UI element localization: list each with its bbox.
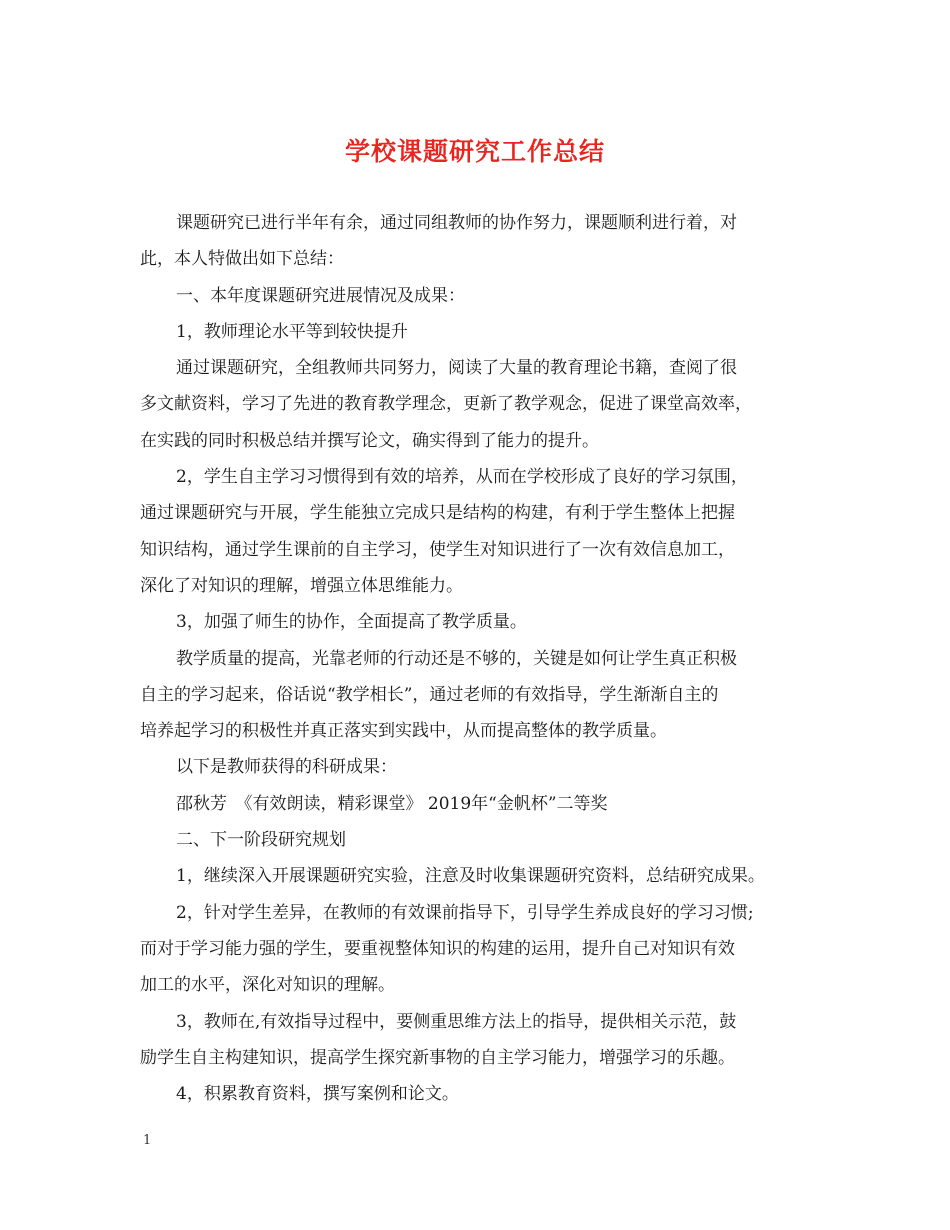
text-line: 培养起学习的积极性并真正落实到实践中，从而提高整体的教学质量。: [140, 721, 667, 742]
text-line: 2，针对学生差异，在教师的有效课前指导下，引导学生养成良好的学习习惯;: [176, 902, 754, 923]
text-line: 加工的水平，深化对知识的理解。: [140, 975, 395, 996]
text-line: 自主的学习起来，俗话说“教学相长”，通过老师的有效指导，学生渐渐自主的: [140, 684, 719, 705]
text-line: 2，学生自主学习习惯得到有效的培养，从而在学校形成了良好的学习氛围，: [176, 467, 748, 488]
text-line: 在实践的同时积极总结并撰写论文，确实得到了能力的提升。: [140, 430, 599, 451]
text-line: 3，加强了师生的协作，全面提高了教学质量。: [176, 612, 527, 633]
text-line: 教学质量的提高，光靠老师的行动还是不够的，关键是如何让学生真正积极: [176, 648, 737, 669]
text-line: 邵秋芳 《有效朗读，精彩课堂》 2019年“金帆杯”二等奖: [176, 793, 608, 814]
text-line: 而对于学习能力强的学生，要重视整体知识的构建的运用，提升自己对知识有效: [140, 938, 735, 959]
text-line: 一、本年度课题研究进展情况及成果：: [176, 285, 465, 306]
page-number: 1: [143, 1133, 152, 1148]
text-line: 通过课题研究与开展，学生能独立完成只是结构的构建，有利于学生整体上把握: [140, 503, 735, 524]
text-line: 1，教师理论水平等到较快提升: [176, 321, 408, 342]
text-line: 通过课题研究，全组教师共同努力，阅读了大量的教育理论书籍，查阅了很: [176, 358, 737, 379]
text-line: 多文献资料，学习了先进的教育教学理念，更新了教学观念，促进了课堂高效率，: [140, 394, 752, 415]
text-line: 知识结构，通过学生课前的自主学习，使学生对知识进行了一次有效信息加工，: [140, 539, 735, 560]
document-title: 学校课题研究工作总结: [344, 137, 605, 166]
document-body: [140, 205, 820, 1112]
text-line: 课题研究已进行半年有余，通过同组教师的协作努力，课题顺利进行着，对: [176, 213, 737, 233]
text-line: 4，积累教育资料，撰写案例和论文。: [176, 1084, 459, 1105]
text-line: 励学生自主构建知识，提高学生探究新事物的自主学习能力，增强学习的乐趣。: [140, 1047, 735, 1068]
text-line: 3，教师在,有效指导过程中，要侧重思维方法上的指导，提供相关示范，鼓: [176, 1011, 737, 1032]
text-line: 以下是教师获得的科研成果：: [176, 757, 397, 778]
text-line: 此，本人特做出如下总结：: [140, 249, 344, 270]
text-line: 深化了对知识的理解，增强立体思维能力。: [140, 575, 463, 596]
text-line: 二、下一阶段研究规划: [176, 830, 346, 851]
text-line: 1，继续深入开展课题研究实验，注意及时收集课题研究资料，总结研究成果。: [176, 866, 765, 887]
